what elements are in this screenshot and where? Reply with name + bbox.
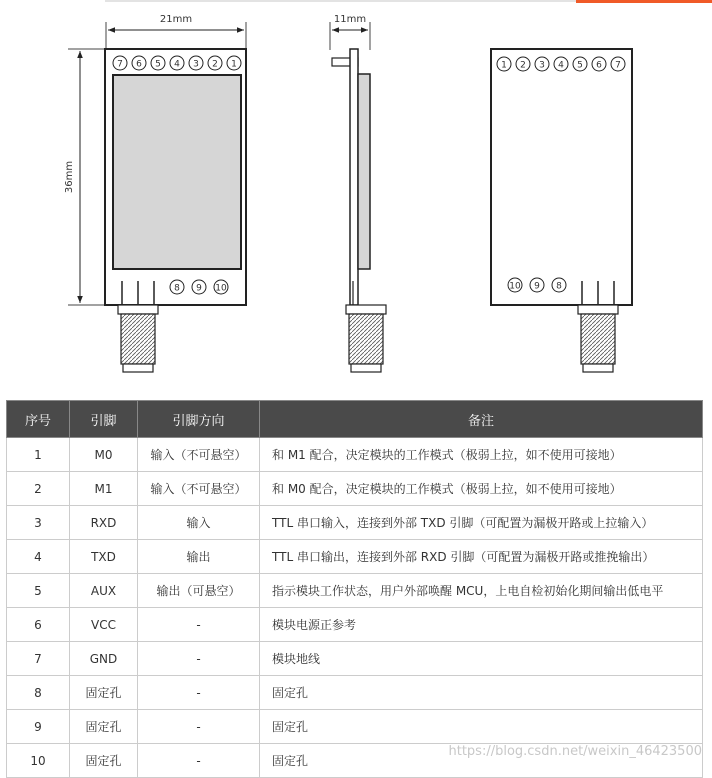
row-direction: 输入（不可悬空） <box>138 472 260 506</box>
row-direction: - <box>138 744 260 778</box>
pin-number: 5 <box>577 60 583 71</box>
table-row <box>7 676 703 710</box>
row-direction: 输入（不可悬空） <box>138 438 260 472</box>
row-pin: VCC <box>70 608 138 642</box>
pin-table <box>6 400 703 778</box>
row-direction: 输出 <box>138 540 260 574</box>
row-index: 9 <box>7 710 70 744</box>
row-index: 10 <box>7 744 70 778</box>
pin-number: 1 <box>501 60 507 71</box>
side-sma-thread <box>349 314 383 364</box>
row-pin: 固定孔 <box>70 710 138 744</box>
row-note: TTL 串口输入，连接到外部 TXD 引脚（可配置为漏极开路或上拉输入） <box>260 506 703 540</box>
row-index: 5 <box>7 574 70 608</box>
row-pin: GND <box>70 642 138 676</box>
row-note: 和 M1 配合，决定模块的工作模式（极弱上拉，如不使用可接地） <box>260 438 703 472</box>
row-pin: M0 <box>70 438 138 472</box>
row-pin: 固定孔 <box>70 744 138 778</box>
front-sma-base <box>118 305 158 314</box>
width-label: 21mm <box>159 14 193 25</box>
pin-number: 2 <box>520 60 526 71</box>
table-row <box>7 574 703 608</box>
pin-number: 7 <box>117 59 123 70</box>
row-index: 8 <box>7 676 70 710</box>
pin-number: 1 <box>231 59 237 70</box>
row-pin: RXD <box>70 506 138 540</box>
pin-number: 4 <box>174 59 180 70</box>
row-direction: - <box>138 608 260 642</box>
pin-number: 2 <box>212 59 218 70</box>
side-sma-tip <box>351 364 381 372</box>
table-row <box>7 642 703 676</box>
back-sma-base <box>578 305 618 314</box>
table-row <box>7 438 703 472</box>
table-row <box>7 710 703 744</box>
header-note: 备注 <box>260 401 703 438</box>
front-shield <box>113 75 241 269</box>
row-index: 1 <box>7 438 70 472</box>
header-pin: 引脚 <box>70 401 138 438</box>
pin-number: 10 <box>215 283 227 294</box>
row-pin: TXD <box>70 540 138 574</box>
row-index: 7 <box>7 642 70 676</box>
row-direction: - <box>138 710 260 744</box>
table-row <box>7 540 703 574</box>
row-note: TTL 串口输出，连接到外部 RXD 引脚（可配置为漏极开路或推挽输出） <box>260 540 703 574</box>
side-pcb <box>350 49 358 305</box>
pin-number: 5 <box>155 59 161 70</box>
back-board <box>491 49 632 305</box>
front-sma-thread <box>121 314 155 364</box>
row-index: 4 <box>7 540 70 574</box>
header-direction: 引脚方向 <box>138 401 260 438</box>
pin-number: 10 <box>509 281 521 292</box>
front-view <box>64 14 246 372</box>
row-direction: - <box>138 676 260 710</box>
row-direction: - <box>138 642 260 676</box>
side-sma-base <box>346 305 386 314</box>
front-sma-tip <box>123 364 153 372</box>
row-direction: 输出（可悬空） <box>138 574 260 608</box>
row-note: 指示模块工作状态，用户外部唤醒 MCU，上电自检初始化期间输出低电平 <box>260 574 703 608</box>
pin-number: 3 <box>193 59 199 70</box>
side-shield <box>358 74 370 269</box>
row-direction: 输入 <box>138 506 260 540</box>
pin-number: 9 <box>534 281 540 292</box>
pin-number: 4 <box>558 60 564 71</box>
back-view <box>491 49 632 372</box>
row-note: 固定孔 <box>260 710 703 744</box>
table-row <box>7 506 703 540</box>
header-index: 序号 <box>7 401 70 438</box>
back-sma-thread <box>581 314 615 364</box>
pin-number: 8 <box>174 283 180 294</box>
pin-number: 3 <box>539 60 545 71</box>
row-pin: M1 <box>70 472 138 506</box>
pin-number: 9 <box>196 283 202 294</box>
row-note: 模块电源正参考 <box>260 608 703 642</box>
side-view <box>330 14 386 372</box>
row-pin: 固定孔 <box>70 676 138 710</box>
back-pin-labels-bottom <box>508 278 566 292</box>
row-note: 固定孔 <box>260 744 703 778</box>
pin-number: 6 <box>136 59 142 70</box>
row-index: 6 <box>7 608 70 642</box>
pin-table-header <box>7 401 703 438</box>
table-row <box>7 472 703 506</box>
row-pin: AUX <box>70 574 138 608</box>
back-sma-tip <box>583 364 613 372</box>
thickness-label: 11mm <box>333 14 367 25</box>
front-pin-labels-bottom <box>170 280 228 294</box>
height-label: 36mm <box>64 160 75 194</box>
watermark: https://blog.csdn.net/weixin_46423500 <box>448 744 702 759</box>
pin-number: 6 <box>596 60 602 71</box>
row-index: 2 <box>7 472 70 506</box>
row-index: 3 <box>7 506 70 540</box>
pin-number: 7 <box>615 60 621 71</box>
row-note: 和 M0 配合，决定模块的工作模式（极弱上拉，如不使用可接地） <box>260 472 703 506</box>
pin-number: 8 <box>556 281 562 292</box>
table-row <box>7 608 703 642</box>
row-note: 模块地线 <box>260 642 703 676</box>
row-note: 固定孔 <box>260 676 703 710</box>
